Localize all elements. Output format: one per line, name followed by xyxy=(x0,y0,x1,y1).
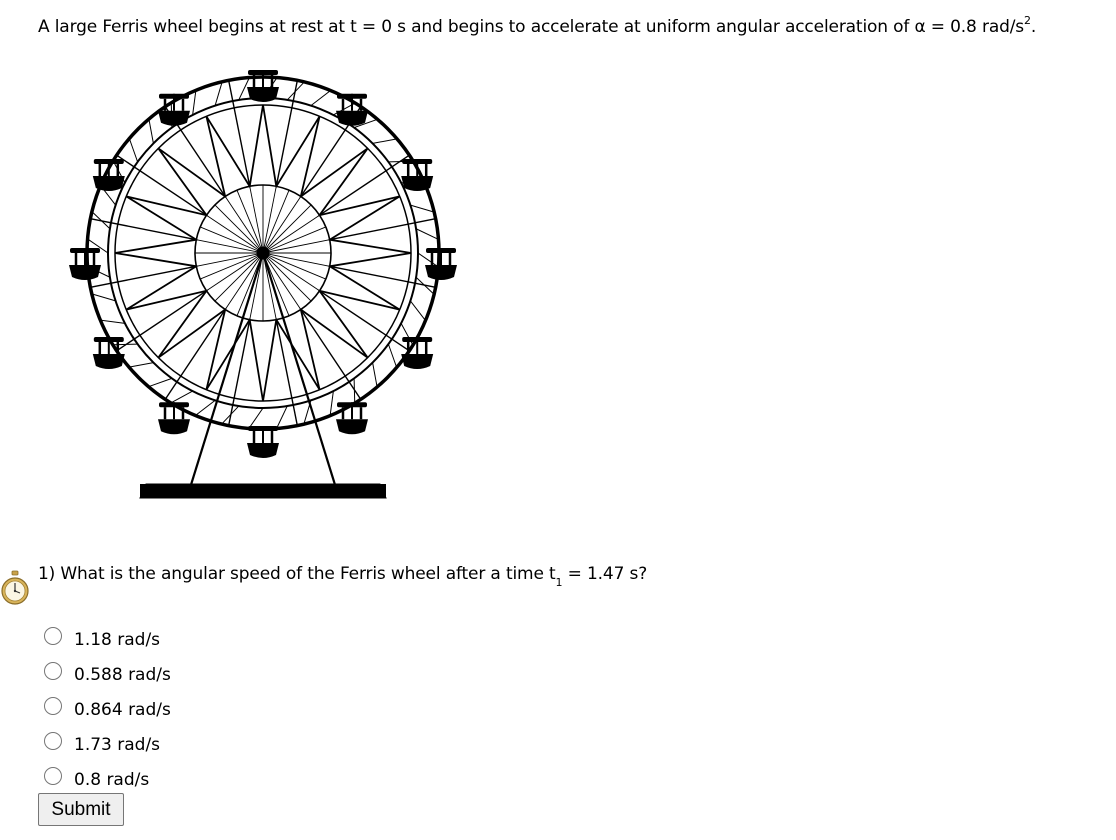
problem-intro: A large Ferris wheel begins at rest at t = 0 s and begins to accelerate at uniform angular acceleration of α = 0.8 rad/s xyxy=(38,17,1025,37)
answer-options xyxy=(44,620,171,795)
option-4-label[interactable]: 1.73 rad/s xyxy=(74,734,161,755)
option-2-label[interactable]: 0.588 rad/s xyxy=(74,664,171,685)
option-5-label[interactable]: 0.8 rad/s xyxy=(74,769,150,790)
option-5[interactable] xyxy=(44,760,171,795)
option-1-radio[interactable] xyxy=(44,627,62,645)
option-4[interactable] xyxy=(44,725,171,760)
question-suffix: = 1.47 s? xyxy=(562,564,648,584)
question-prefix: 1) What is the angular speed of the Ferris wheel after a time t xyxy=(38,564,556,584)
stopwatch-icon xyxy=(0,570,30,608)
time-subscript: 1 xyxy=(555,576,563,590)
submit-button[interactable]: Submit xyxy=(38,793,124,826)
option-5-radio[interactable] xyxy=(44,767,62,785)
option-3[interactable] xyxy=(44,690,171,725)
problem-statement xyxy=(38,14,1036,40)
option-3-radio[interactable] xyxy=(44,697,62,715)
question-text xyxy=(38,561,648,590)
ferris-wheel-illustration xyxy=(60,66,470,506)
option-1-label[interactable]: 1.18 rad/s xyxy=(74,629,161,650)
exponent: 2 xyxy=(1024,14,1031,28)
option-1[interactable] xyxy=(44,620,171,655)
option-2[interactable] xyxy=(44,655,171,690)
option-3-label[interactable]: 0.864 rad/s xyxy=(74,699,171,720)
option-4-radio[interactable] xyxy=(44,732,62,750)
problem-end: . xyxy=(1030,17,1037,37)
option-2-radio[interactable] xyxy=(44,662,62,680)
